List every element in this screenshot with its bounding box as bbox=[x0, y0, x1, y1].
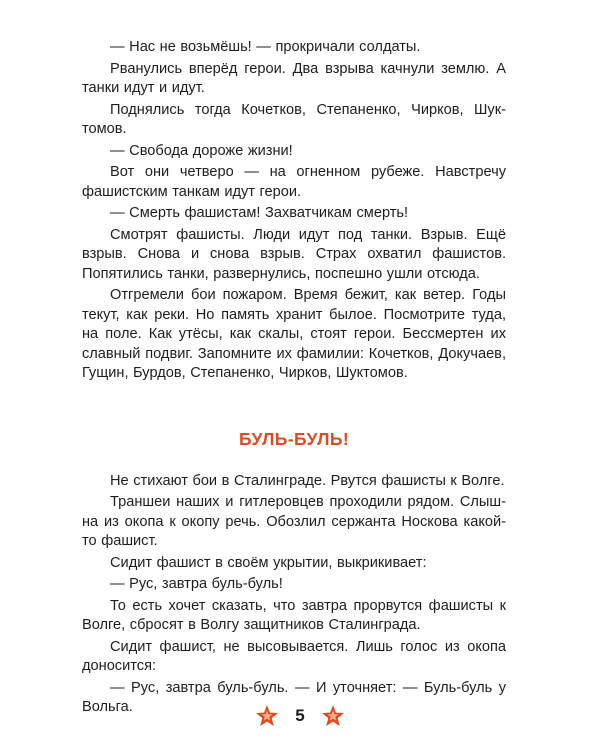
paragraph: Сидит фашист, не высовывается. Лишь голос из окопа доносится: bbox=[82, 638, 506, 674]
paragraph: — Свобода дороже жизни! bbox=[110, 142, 293, 159]
section-title: БУЛЬ-БУЛЬ! bbox=[238, 428, 350, 449]
paragraph: Смотрят фашисты. Люди идут под танки. Взрыв. Ещё взрыв. Снова и снова взрыв. Страх охватил фашистов. Попятились танки, развернулись, поспешно ушли отсюда. bbox=[82, 226, 506, 282]
paragraph: — Рус, завтра буль-буль. — И уточняет: — Буль-буль у Вольга. bbox=[82, 679, 506, 715]
paragraph: Не стихают бои в Сталинграде. Рвутся фашисты к Волге. bbox=[110, 472, 505, 489]
paragraph: Траншеи наших и гитлеровцев проходили рядом. Слышна из окопа к окопу речь. Обозлил сержанта Носкова какой-то фашист. bbox=[82, 494, 506, 549]
paragraph: Отгремели бои пожаром. Время бежит, как ветер. Годы текут, как реки. Но память хранит былое. Посмотрите туда, на поле. Как утёсы, как скалы, стоят герои. Бессмертен их славный подвиг. Запомните их фамилии: Кочетков, Докучаев, Гущин, Бурдов, Степаненко, Чирков, Шуктомов. bbox=[82, 287, 506, 381]
page-number: 5 bbox=[295, 706, 305, 725]
page-content bbox=[82, 38, 506, 720]
paragraph: — Рус, завтра буль-буль! bbox=[110, 576, 283, 592]
paragraph: Сидит фашист в своём укрытии, выкрикивает: bbox=[110, 554, 427, 571]
star-icon bbox=[321, 704, 345, 728]
paragraph: — Нас не возьмёшь! — прокричали солдаты. bbox=[110, 39, 421, 55]
star-icon bbox=[255, 704, 279, 728]
paragraph: Вот они четверо — на огненном рубеже. Навстречу фашистским танкам идут герои. bbox=[82, 164, 506, 200]
paragraph: То есть хочет сказать, что завтра прорвутся фашисты к Волге, сбросят в Волгу защитников Сталинграда. bbox=[82, 597, 506, 633]
paragraph: Рванулись вперёд герои. Два взрыва качнули землю. А танки идут и идут. bbox=[82, 60, 506, 96]
page-footer bbox=[0, 703, 600, 729]
paragraph: — Смерть фашистам! Захватчикам смерть! bbox=[110, 205, 409, 221]
paragraph: Поднялись тогда Кочетков, Степаненко, Чирков, Шуктомов. bbox=[82, 101, 506, 137]
